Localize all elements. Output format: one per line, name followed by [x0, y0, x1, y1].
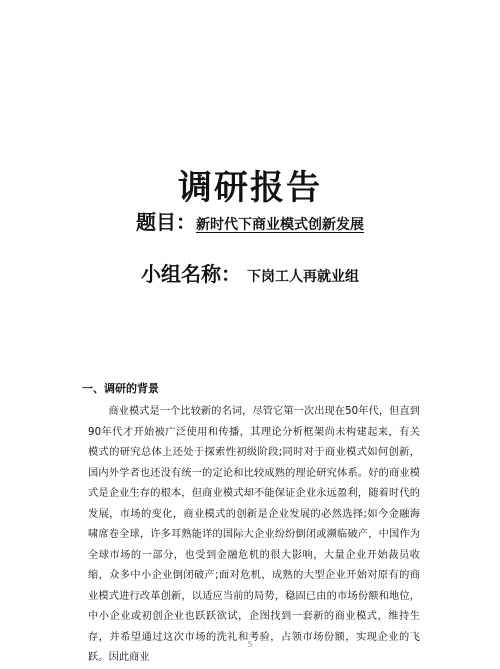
page-number: 5 [247, 640, 253, 649]
group-name-line [0, 258, 500, 287]
section-heading: 一、调研的背景 [82, 382, 159, 395]
report-title: 调研报告 [178, 168, 322, 208]
subject-label: 题目： [136, 210, 196, 234]
subject-line [0, 206, 500, 235]
section-body [88, 402, 420, 669]
subject-value: 新时代下商业模式创新发展 [196, 217, 364, 233]
group-name-label: 小组名称： [141, 262, 241, 286]
body-paragraph: 商业模式是一个比较新的名词，尽管它第一次出现在50年代，但直到90年代才开始被广泛使用和传播，其理论分析框架尚未构建起来，有关模式的研究总体上还处于探索性初级阶段;同时对于商业模式如何创新，国内外学者也还没有统一的定论和比较成熟的理论研究体系。好的商业模式是企业生存的根本，但商业模式却不能保证企业永远盈利，随着时代的发展，市场的变化，商业模式的创新是企业发展的必然选择;如今金融海啸席卷全球，许多耳熟能详的国际大企业纷纷倒闭或濒临破产，中国作为全球市场的一部分，也受到金融危机的很大影响，大量企业开始裁员收缩，众多中小企业倒闭破产;面对危机，成熟的大型企业开始对原有的商业模式进行改革创新，以适应当前的局势，稳固已由的市场份额和地位，中小企业或初创企业也跃跃欲试，企图找到一套新的商业模式，维持生存，并希望通过这次市场的洗礼和考验，占领市场份额，实现企业的飞跃。因此商业 [88, 406, 420, 663]
group-name-value: 下岗工人再就业组 [247, 269, 359, 285]
